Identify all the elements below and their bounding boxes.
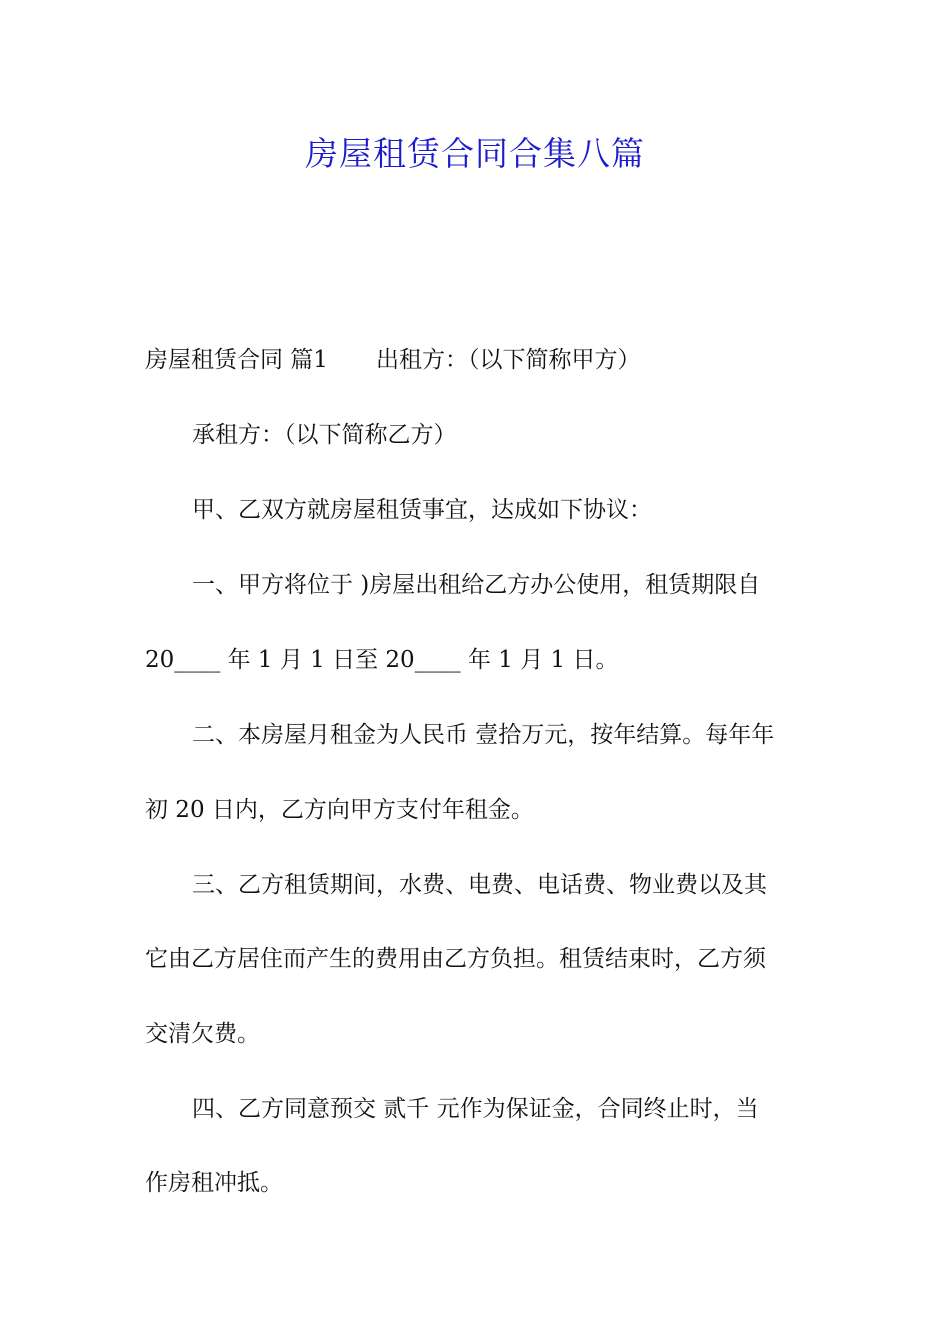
preamble-paragraph: 甲、乙双方就房屋租赁事宜，达成如下协议： [192,497,652,523]
section-heading-line [145,345,810,375]
clause-3-line-1: 三、乙方租赁期间，水费、电费、电话费、物业费以及其 [192,872,767,898]
section-heading: 房屋租赁合同 篇1 [145,347,328,373]
clause-2-line-1: 二、本房屋月租金为人民币 壹拾万元，按年结算。每年年 [192,722,775,748]
clause-1-line-2: 20____ 年 1 月 1 日至 20____ 年 1 月 1 日。 [145,647,619,673]
clause-3-line-3: 交清欠费。 [145,1021,260,1047]
document-title: 房屋租赁合同合集八篇 [305,134,645,173]
clause-1-line-1: 一、甲方将位于 )房屋出租给乙方办公使用，租赁期限自 [192,572,761,598]
clause-4-line-1: 四、乙方同意预交 贰千 元作为保证金，合同终止时，当 [192,1096,759,1122]
clause-2-line-2: 初 20 日内，乙方向甲方支付年租金。 [145,797,534,823]
clause-3-line-2: 它由乙方居住而产生的费用由乙方负担。租赁结束时，乙方须 [145,946,766,972]
lessee-line: 承租方：（以下简称乙方） [192,422,457,448]
lessor-line: 出租方：（以下简称甲方） [375,347,641,373]
clause-4-line-2: 作房租冲抵。 [145,1170,283,1196]
